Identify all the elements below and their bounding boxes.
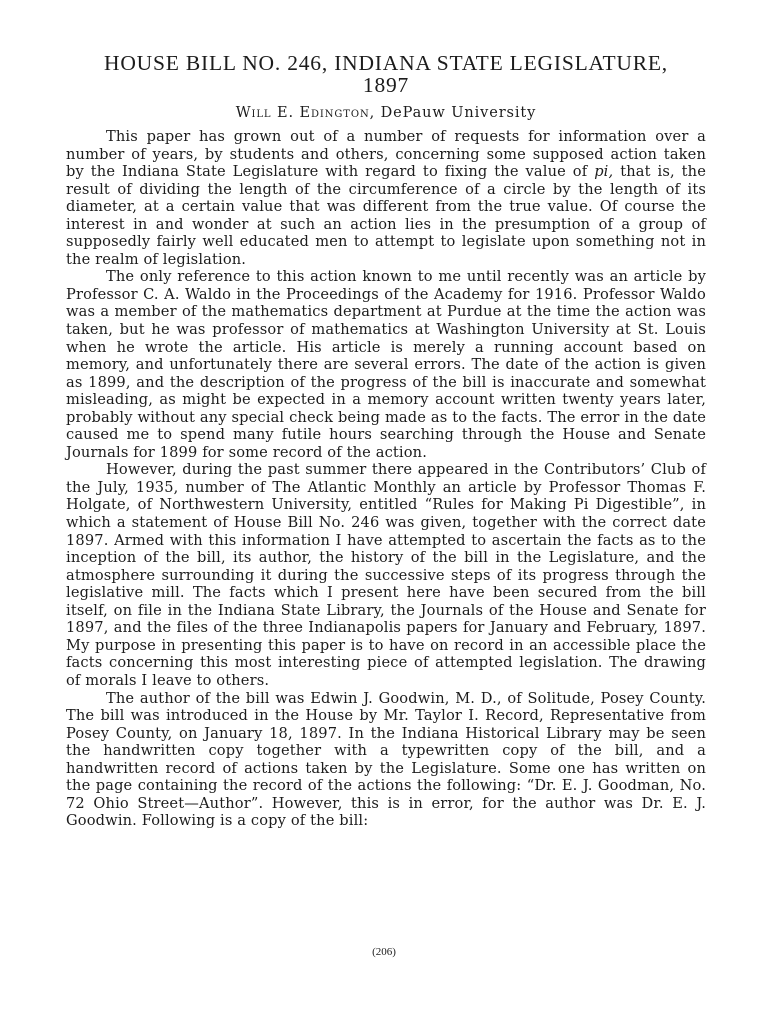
- pi-emphasis: pi,: [594, 163, 614, 181]
- paragraph-1: [66, 128, 706, 268]
- author-line: [66, 104, 706, 122]
- page: [66, 52, 706, 830]
- paragraph-4: The author of the bill was Edwin J. Goodwin, M. D., of Solitude, Posey County. The bill was introduced in the House by Mr. Taylor I. Record, Representative from Posey County, on January 18, 1897. In the Indiana Historical Library may be seen the handwritten copy together with a typewritten copy of the bill, and a handwritten record of actions taken by the Legislature. Some one has written on the page containing the record of the actions the following: “Dr. E. J. Goodman, No. 72 Ohio Street—Author”. However, this is in error, for the author was Dr. E. J. Goodwin. Following is a copy of the bill:: [66, 689, 706, 830]
- paper-title: [66, 52, 706, 96]
- title-line-2: 1897: [362, 73, 410, 97]
- paragraph-1-end: that is, the result of dividing the length of the circumference of a circle by the length of its diameter, at a certain value that was different from the true value. Of course the interest in and wonder at such an action lies in the presumption of a group of supposedly fairly well educated men to attempt to legislate upon something not in the realm of legislation.: [66, 163, 706, 268]
- article-body: [66, 128, 706, 830]
- page-number: (206): [372, 946, 396, 958]
- paragraph-2: The only reference to this action known to me until recently was an article by Professor C. A. Waldo in the Proceedings of the Academy for 1916. Professor Waldo was a member of the mathematics department at Purdue at the time the action was taken, but he was professor of mathematics at Washington University at St. Louis when he wrote the article. His article is merely a running account based on memory, and unfortunately there are several errors. The date of the action is given as 1899, and the description of the progress of the bill is inaccurate and somewhat misleading, as might be expected in a memory account written twenty years later, probably without any special check being made as to the facts. The error in the date caused me to spend many futile hours searching through the House and Senate Journals for 1899 for some record of the action.: [66, 268, 706, 461]
- author-name: Will E. Edington,: [235, 105, 376, 121]
- paragraph-3: However, during the past summer there appeared in the Contributors’ Club of the July, 1935, number of The Atlantic Monthly an article by Professor Thomas F. Holgate, of Northwestern University, entitled “Rules for Making Pi Digestible”, in which a statement of House Bill No. 246 was given, together with the correct date 1897. Armed with this information I have attempted to ascertain the facts as to the inception of the bill, its author, the history of the bill in the Legislature, and the atmosphere surrounding it during the successive steps of its progress through the legislative mill. The facts which I present here have been secured from the bill itself, on file in the Indiana State Library, the Journals of the House and Senate for 1897, and the files of the three Indianapolis papers for January and February, 1897. My purpose in presenting this paper is to have on record in an accessible place the facts concerning this most interesting piece of attempted legislation. The drawing of morals I leave to others.: [66, 461, 706, 689]
- paragraph-1-start: This paper has grown out of a number of requests for information over a number of years, by students and others, concerning some supposed action taken by the Indiana State Legislature with regard to fixing the value of: [66, 128, 706, 181]
- author-affiliation: DePauw University: [380, 105, 537, 121]
- title-line-1: HOUSE BILL NO. 246, INDIANA STATE LEGISLATURE,: [104, 51, 668, 75]
